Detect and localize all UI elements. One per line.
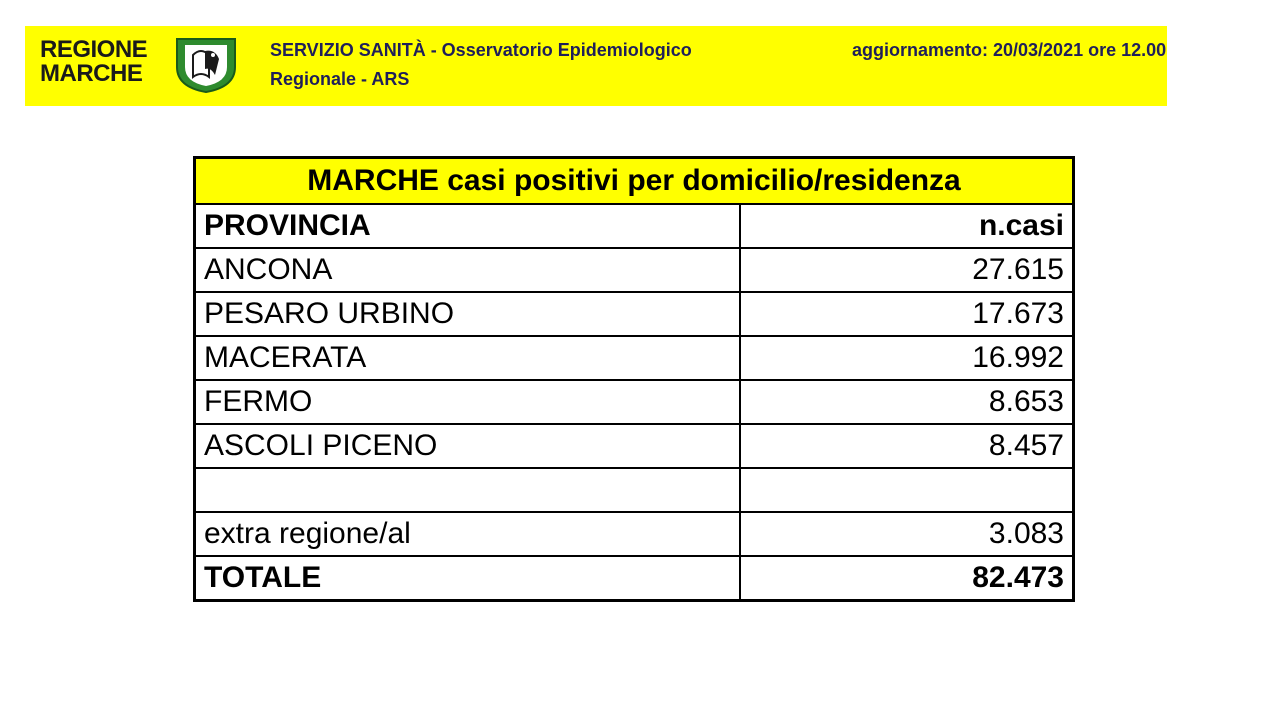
service-line-1: SERVIZIO SANITÀ - Osservatorio Epidemiologico [270, 40, 692, 60]
province-cell: FERMO [195, 380, 740, 424]
header-banner [25, 26, 1167, 106]
table-row [195, 380, 1074, 424]
logo-line-1: REGIONE [40, 36, 148, 63]
cases-table [193, 156, 1075, 602]
province-cell [195, 468, 740, 512]
cases-cell: 27.615 [740, 248, 1074, 292]
update-timestamp: aggiornamento: 20/03/2021 ore 12.00 [852, 40, 1167, 60]
total-label: TOTALE [195, 556, 740, 601]
service-line-2: Regionale - ARS [270, 69, 410, 89]
region-emblem-icon [175, 37, 237, 93]
table-header-row [195, 204, 1074, 248]
logo-line-2: MARCHE [40, 60, 143, 87]
table-total-row [195, 556, 1074, 601]
table-row [195, 292, 1074, 336]
region-logo-text [40, 38, 147, 86]
cases-cell: 17.673 [740, 292, 1074, 336]
total-value: 82.473 [740, 556, 1074, 601]
cases-cell: 3.083 [740, 512, 1074, 556]
table-row [195, 248, 1074, 292]
table-row [195, 512, 1074, 556]
table-title: MARCHE casi positivi per domicilio/residenza [195, 158, 1074, 205]
cases-cell: 8.653 [740, 380, 1074, 424]
cases-cell: 8.457 [740, 424, 1074, 468]
province-cell: MACERATA [195, 336, 740, 380]
province-cell: PESARO URBINO [195, 292, 740, 336]
table-row [195, 336, 1074, 380]
cases-cell [740, 468, 1074, 512]
province-cell: extra regione/al [195, 512, 740, 556]
table-row [195, 424, 1074, 468]
province-cell: ASCOLI PICENO [195, 424, 740, 468]
column-header-cases: n.casi [740, 204, 1074, 248]
table-row-empty [195, 468, 1074, 512]
cases-cell: 16.992 [740, 336, 1074, 380]
column-header-province: PROVINCIA [195, 204, 740, 248]
province-cell: ANCONA [195, 248, 740, 292]
service-title [270, 36, 692, 94]
